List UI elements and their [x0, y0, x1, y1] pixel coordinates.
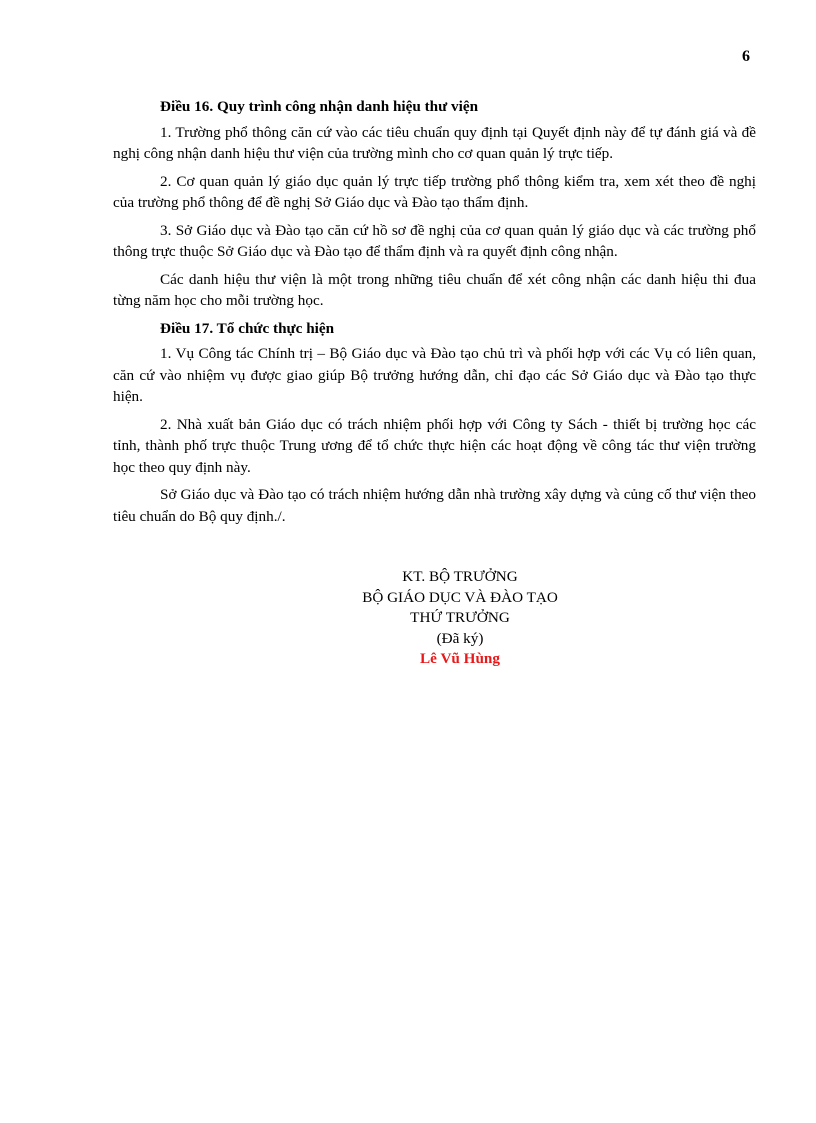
article-17-heading: Điều 17. Tổ chức thực hiện [160, 319, 335, 337]
signature-block [250, 567, 670, 670]
article-17-paragraph-2: 2. Nhà xuất bản Giáo dục có trách nhiệm phối hợp với Công ty Sách - thiết bị trường học các tỉnh, thành phố trực thuộc Trung ương để tổ chức thực hiện các hoạt động về công tác thư viện trường học theo quy định này. [113, 415, 756, 476]
document-body [113, 96, 756, 533]
article-16-paragraph-4: Các danh hiệu thư viện là một trong những tiêu chuẩn để xét công nhận các danh hiệu thi đua từng năm học cho mỗi trường học. [113, 270, 756, 309]
page-number: 6 [742, 48, 750, 65]
signature-signed-note: (Đã ký) [436, 629, 484, 647]
article-16-paragraph-1: 1. Trường phổ thông căn cứ vào các tiêu chuẩn quy định tại Quyết định này để tự đánh giá và đề nghị công nhận danh hiệu thư viện của trường mình cho cơ quan quản lý trực tiếp. [113, 123, 756, 162]
signature-title-line-3: THỨ TRƯỞNG [410, 609, 510, 626]
signature-title-line-1: KT. BỘ TRƯỞNG [402, 568, 518, 585]
article-16-heading: Điều 16. Quy trình công nhận danh hiệu thư viện [160, 98, 479, 115]
signature-title-line-2: BỘ GIÁO DỤC VÀ ĐÀO TẠO [362, 588, 558, 606]
article-17-paragraph-1: 1. Vụ Công tác Chính trị – Bộ Giáo dục và Đào tạo chủ trì và phối hợp với các Vụ có liên quan, căn cứ vào nhiệm vụ được giao giúp Bộ trưởng hướng dẫn, chỉ đạo các Sở Giáo dục và Đào tạo thực hiện. [113, 345, 756, 405]
article-17-paragraph-3: Sở Giáo dục và Đào tạo có trách nhiệm hướng dẫn nhà trường xây dựng và củng cố thư viện theo tiêu chuẩn do Bộ quy định./. [113, 486, 756, 525]
article-16-paragraph-2: 2. Cơ quan quản lý giáo dục quản lý trực tiếp trường phổ thông kiểm tra, xem xét theo đề nghị của trường phổ thông để đề nghị Sở Giáo dục và Đào tạo thẩm định. [113, 172, 756, 211]
article-16-paragraph-3: 3. Sở Giáo dục và Đào tạo căn cứ hồ sơ đề nghị của cơ quan quản lý giáo dục và các trường phổ thông trực thuộc Sở Giáo dục và Đào tạo để thẩm định và ra quyết định công nhận. [113, 221, 756, 260]
signer-name: Lê Vũ Hùng [420, 650, 500, 667]
